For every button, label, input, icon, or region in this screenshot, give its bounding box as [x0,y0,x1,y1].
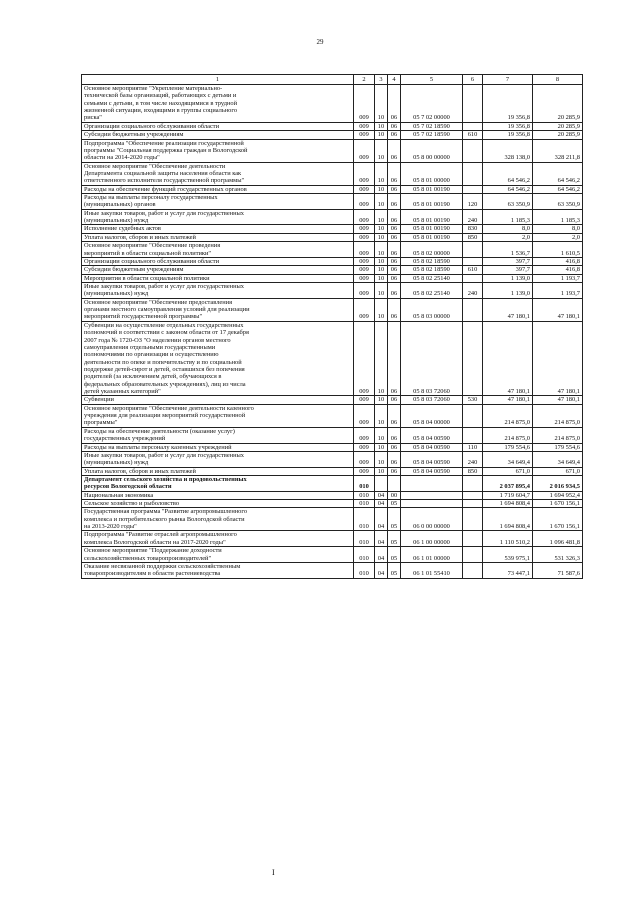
code-subsection: 06 [388,467,401,475]
amount-year-1: 47 180,1 [483,396,533,404]
code-subsection: 05 [388,508,401,531]
code-subsection: 06 [388,257,401,265]
code-section: 04 [375,500,388,508]
table-row [82,491,583,499]
code-expense-type: 240 [463,282,483,298]
amount-year-2: 47 180,1 [533,396,583,404]
code-target: 05 8 03 72060 [401,396,463,404]
code-target: 05 8 01 00190 [401,233,463,241]
code-target: 05 8 01 00190 [401,194,463,210]
code-subsection: 06 [388,404,401,427]
col-header: 3 [375,75,388,85]
row-name: Основное мероприятие "Обеспечение предоставления органами местного самоуправления условий для реализации мероприятий государственной программы" [82,298,354,321]
table-row [82,427,583,443]
code-expense-type: 240 [463,209,483,225]
row-name: Расходы на обеспечение функций государственных органов [82,185,354,193]
code-admin: 009 [354,274,375,282]
amount-year-2: 2,0 [533,233,583,241]
col-header: 8 [533,75,583,85]
amount-year-2: 1 610,5 [533,242,583,258]
code-subsection: 05 [388,500,401,508]
code-target: 06 1 01 00000 [401,547,463,563]
code-expense-type: 110 [463,443,483,451]
table-row [82,475,583,491]
code-target: 05 8 02 25140 [401,274,463,282]
code-subsection: 00 [388,491,401,499]
amount-year-1: 19 356,8 [483,122,533,130]
code-admin: 009 [354,443,375,451]
code-section: 10 [375,242,388,258]
code-subsection: 06 [388,396,401,404]
code-section: 10 [375,185,388,193]
code-subsection: 05 [388,531,401,547]
code-section: 10 [375,85,388,123]
code-subsection: 05 [388,562,401,578]
code-target: 06 0 00 00000 [401,508,463,531]
amount-year-1: 1 139,0 [483,274,533,282]
code-target: 05 8 04 00590 [401,443,463,451]
code-section: 10 [375,266,388,274]
row-name: Субсидии бюджетным учреждениям [82,266,354,274]
code-target: 05 8 04 00590 [401,451,463,467]
amount-year-1: 539 975,1 [483,547,533,563]
code-section: 10 [375,274,388,282]
amount-year-1: 2,0 [483,233,533,241]
budget-table [81,74,583,579]
page-number: 29 [316,38,324,46]
code-section: 10 [375,131,388,139]
code-expense-type: 830 [463,225,483,233]
amount-year-1: 2 037 895,4 [483,475,533,491]
row-name: Субсидии бюджетным учреждениям [82,131,354,139]
code-target: 05 8 01 00000 [401,162,463,185]
col-header: 4 [388,75,401,85]
row-name: Субвенции [82,396,354,404]
code-section: 10 [375,443,388,451]
code-section: 10 [375,321,388,396]
code-expense-type [463,122,483,130]
table-row [82,225,583,233]
table-row [82,209,583,225]
amount-year-2: 1 694 952,4 [533,491,583,499]
amount-year-2: 214 875,0 [533,427,583,443]
table-row [82,274,583,282]
row-name: Национальная экономика [82,491,354,499]
amount-year-1: 1 139,0 [483,282,533,298]
code-expense-type [463,298,483,321]
code-expense-type: 240 [463,451,483,467]
table-row [82,185,583,193]
code-subsection: 06 [388,427,401,443]
table-row [82,139,583,162]
code-expense-type [463,547,483,563]
code-subsection: 06 [388,225,401,233]
code-expense-type: 610 [463,266,483,274]
code-target [401,500,463,508]
amount-year-1: 1 694 808,4 [483,508,533,531]
code-expense-type [463,475,483,491]
code-subsection: 06 [388,443,401,451]
code-target: 05 8 01 00190 [401,225,463,233]
amount-year-2: 416,8 [533,257,583,265]
amount-year-2: 1 670 156,1 [533,500,583,508]
row-name: Организации социального обслуживания области [82,122,354,130]
col-header: 7 [483,75,533,85]
table-row [82,162,583,185]
row-name: Расходы на выплаты персоналу государственных (муниципальных) органов [82,194,354,210]
code-subsection: 05 [388,547,401,563]
code-admin: 009 [354,85,375,123]
amount-year-1: 214 875,0 [483,427,533,443]
amount-year-2: 1 185,3 [533,209,583,225]
amount-year-1: 47 180,1 [483,298,533,321]
amount-year-2: 1 193,7 [533,274,583,282]
code-section: 10 [375,139,388,162]
code-section [375,475,388,491]
amount-year-2: 1 096 481,8 [533,531,583,547]
amount-year-1: 179 554,6 [483,443,533,451]
code-admin: 009 [354,194,375,210]
amount-year-2: 20 285,9 [533,131,583,139]
row-name: Основное мероприятие "Обеспечение деятельности казенного учреждения для реализации мероприятий государственной программы" [82,404,354,427]
row-name: Основное мероприятие "Обеспечение проведения мероприятий в области социальной политики" [82,242,354,258]
table-row [82,451,583,467]
amount-year-2: 71 587,6 [533,562,583,578]
code-admin: 009 [354,209,375,225]
code-expense-type [463,139,483,162]
code-target: 05 8 04 00590 [401,467,463,475]
table-row [82,242,583,258]
page-bottom-mark: I [272,868,275,877]
amount-year-2: 328 211,8 [533,139,583,162]
amount-year-1: 64 546,2 [483,185,533,193]
table-row [82,122,583,130]
table-row [82,396,583,404]
table-row [82,500,583,508]
amount-year-1: 328 138,0 [483,139,533,162]
code-subsection: 06 [388,162,401,185]
row-name: Субвенции на осуществление отдельных государственных полномочий в соответствии с законом области от 17 декабря 2007 года № 1720-ОЗ "О наделении органов местного самоуправления отдельными государственными полномочиями по организации и осуществлению деятельности по опеке и попечительству и по социальной поддержке детей-сирот и детей, оставшихся без попечения родителей (за исключением детей, обучающихся в федеральных образовательных учреждениях), лиц из числа детей указанных категорий" [82,321,354,396]
code-admin: 009 [354,404,375,427]
code-target: 05 7 02 00000 [401,85,463,123]
row-name: Основное мероприятие "Поддержание доходности сельскохозяйственных товаропроизводителей" [82,547,354,563]
table-row [82,547,583,563]
code-target: 05 8 02 00000 [401,242,463,258]
row-name: Сельское хозяйство и рыболовство [82,500,354,508]
code-target: 05 8 04 00000 [401,404,463,427]
code-target: 05 8 00 00000 [401,139,463,162]
code-admin: 009 [354,427,375,443]
code-subsection [388,475,401,491]
row-name: Иные закупки товаров, работ и услуг для государственных (муниципальных) нужд [82,282,354,298]
code-expense-type [463,562,483,578]
amount-year-2: 2 016 934,5 [533,475,583,491]
row-name: Основное мероприятие "Укрепление материально- технической базы организаций, работающих с детьми и семьями с детьми, в том числе находящимися в трудной жизненной ситуации, входящими в группы социального риска" [82,85,354,123]
amount-year-2: 531 326,3 [533,547,583,563]
amount-year-2: 20 285,9 [533,122,583,130]
code-admin: 009 [354,467,375,475]
code-subsection: 06 [388,298,401,321]
amount-year-1: 19 356,8 [483,131,533,139]
amount-year-1: 1 536,7 [483,242,533,258]
code-expense-type [463,508,483,531]
code-subsection: 06 [388,274,401,282]
code-subsection: 06 [388,85,401,123]
row-name: Департамент сельского хозяйства и продовольственных ресурсов Вологодской области [82,475,354,491]
code-target: 06 1 00 00000 [401,531,463,547]
code-section: 10 [375,225,388,233]
row-name: Основное мероприятие "Обеспечение деятельности Департамента социальной защиты населения области как ответственного исполнителя государственной программы" [82,162,354,185]
code-section: 04 [375,562,388,578]
code-section: 10 [375,404,388,427]
code-admin: 009 [354,139,375,162]
code-subsection: 06 [388,282,401,298]
code-subsection: 06 [388,242,401,258]
code-expense-type [463,242,483,258]
code-subsection: 06 [388,266,401,274]
amount-year-1: 63 350,9 [483,194,533,210]
amount-year-2: 47 180,1 [533,298,583,321]
amount-year-2: 47 180,1 [533,321,583,396]
code-subsection: 06 [388,209,401,225]
code-admin: 010 [354,508,375,531]
row-name: Подпрограмма "Обеспечение реализации государственной программы "Социальная поддержка граждан в Вологодской области на 2014-2020 годы" [82,139,354,162]
code-target: 05 8 01 00190 [401,209,463,225]
table-row [82,508,583,531]
amount-year-1: 397,7 [483,266,533,274]
code-expense-type: 530 [463,396,483,404]
code-subsection: 06 [388,194,401,210]
col-header: 1 [82,75,354,85]
amount-year-1: 1 110 510,2 [483,531,533,547]
code-expense-type [463,531,483,547]
row-name: Иные закупки товаров, работ и услуг для государственных (муниципальных) нужд [82,209,354,225]
amount-year-2: 416,8 [533,266,583,274]
code-admin: 009 [354,233,375,241]
amount-year-1: 1 719 604,7 [483,491,533,499]
amount-year-2: 64 546,2 [533,185,583,193]
code-target: 05 8 02 18590 [401,266,463,274]
code-subsection: 06 [388,233,401,241]
row-name: Оказание несвязанной поддержки сельскохозяйственным товаропроизводителям в области растениеводства [82,562,354,578]
code-expense-type [463,404,483,427]
code-expense-type [463,274,483,282]
amount-year-2: 214 875,0 [533,404,583,427]
amount-year-2: 34 649,4 [533,451,583,467]
table-row [82,257,583,265]
amount-year-2: 63 350,9 [533,194,583,210]
code-subsection: 06 [388,131,401,139]
table-row [82,531,583,547]
code-admin: 009 [354,162,375,185]
code-expense-type [463,185,483,193]
code-section: 10 [375,396,388,404]
table-header-row [82,75,583,85]
amount-year-2: 8,0 [533,225,583,233]
col-header: 2 [354,75,375,85]
row-name: Мероприятия в области социальной политики [82,274,354,282]
code-expense-type: 850 [463,233,483,241]
code-section: 04 [375,547,388,563]
amount-year-2: 64 546,2 [533,162,583,185]
code-expense-type [463,427,483,443]
code-section: 10 [375,467,388,475]
amount-year-1: 73 447,1 [483,562,533,578]
code-admin: 009 [354,257,375,265]
amount-year-2: 179 554,6 [533,443,583,451]
table-row [82,282,583,298]
amount-year-2: 20 285,9 [533,85,583,123]
code-subsection: 06 [388,451,401,467]
row-name: Расходы на выплаты персоналу казенных учреждений [82,443,354,451]
code-section: 10 [375,233,388,241]
code-admin: 009 [354,225,375,233]
code-target: 06 1 01 55410 [401,562,463,578]
amount-year-2: 1 670 156,1 [533,508,583,531]
code-target: 05 8 03 00000 [401,298,463,321]
code-expense-type [463,85,483,123]
table-row [82,233,583,241]
row-name: Подпрограмма "Развитие отраслей агропромышленного комплекса Вологодской области на 2017-2020 годы" [82,531,354,547]
amount-year-2: 671,0 [533,467,583,475]
table-row [82,131,583,139]
table-row [82,85,583,123]
code-admin: 009 [354,321,375,396]
code-section: 10 [375,257,388,265]
col-header: 6 [463,75,483,85]
table-row [82,404,583,427]
code-target [401,491,463,499]
code-section: 10 [375,162,388,185]
code-expense-type [463,257,483,265]
code-expense-type [463,500,483,508]
table-row [82,321,583,396]
code-admin: 009 [354,242,375,258]
code-section: 10 [375,451,388,467]
amount-year-1: 34 649,4 [483,451,533,467]
amount-year-1: 8,0 [483,225,533,233]
code-admin: 009 [354,122,375,130]
code-expense-type [463,491,483,499]
code-expense-type [463,321,483,396]
code-admin: 009 [354,451,375,467]
code-admin: 009 [354,282,375,298]
code-target: 05 8 03 72060 [401,321,463,396]
code-expense-type: 850 [463,467,483,475]
table-row [82,562,583,578]
code-target: 05 7 02 18590 [401,122,463,130]
code-admin: 010 [354,475,375,491]
table-row [82,194,583,210]
amount-year-1: 64 546,2 [483,162,533,185]
code-admin: 009 [354,185,375,193]
amount-year-1: 1 185,3 [483,209,533,225]
amount-year-1: 671,0 [483,467,533,475]
code-section: 04 [375,531,388,547]
row-name: Расходы на обеспечение деятельности (оказание услуг) государственных учреждений [82,427,354,443]
amount-year-2: 1 193,7 [533,282,583,298]
code-subsection: 06 [388,321,401,396]
table-row [82,298,583,321]
code-section: 10 [375,122,388,130]
code-subsection: 06 [388,185,401,193]
table-row [82,467,583,475]
col-header: 5 [401,75,463,85]
code-section: 10 [375,194,388,210]
amount-year-1: 47 180,1 [483,321,533,396]
code-subsection: 06 [388,139,401,162]
code-section: 10 [375,298,388,321]
code-admin: 009 [354,131,375,139]
table-body [82,85,583,579]
code-section: 10 [375,209,388,225]
code-section: 04 [375,491,388,499]
code-section: 10 [375,282,388,298]
row-name: Исполнение судебных актов [82,225,354,233]
code-expense-type: 120 [463,194,483,210]
code-target: 05 8 04 00590 [401,427,463,443]
code-target: 05 8 02 25140 [401,282,463,298]
code-admin: 010 [354,531,375,547]
code-admin: 009 [354,266,375,274]
code-admin: 010 [354,491,375,499]
table-row [82,266,583,274]
code-section: 10 [375,427,388,443]
code-admin: 010 [354,562,375,578]
amount-year-1: 1 694 808,4 [483,500,533,508]
code-expense-type [463,162,483,185]
code-target: 05 8 02 18590 [401,257,463,265]
code-admin: 009 [354,298,375,321]
row-name: Организации социального обслуживания области [82,257,354,265]
amount-year-1: 397,7 [483,257,533,265]
code-subsection: 06 [388,122,401,130]
row-name: Уплата налогов, сборов и иных платежей [82,233,354,241]
code-admin: 009 [354,396,375,404]
code-target: 05 8 01 00190 [401,185,463,193]
table-row [82,443,583,451]
code-admin: 010 [354,500,375,508]
code-target: 05 7 02 18590 [401,131,463,139]
code-admin: 010 [354,547,375,563]
row-name: Иные закупки товаров, работ и услуг для государственных (муниципальных) нужд [82,451,354,467]
amount-year-1: 214 875,0 [483,404,533,427]
row-name: Государственная программа "Развитие агропромышленного комплекса и потребительского рынка Вологодской области на 2013-2020 годы" [82,508,354,531]
row-name: Уплата налогов, сборов и иных платежей [82,467,354,475]
amount-year-1: 19 356,8 [483,85,533,123]
code-section: 04 [375,508,388,531]
code-target [401,475,463,491]
code-expense-type: 610 [463,131,483,139]
